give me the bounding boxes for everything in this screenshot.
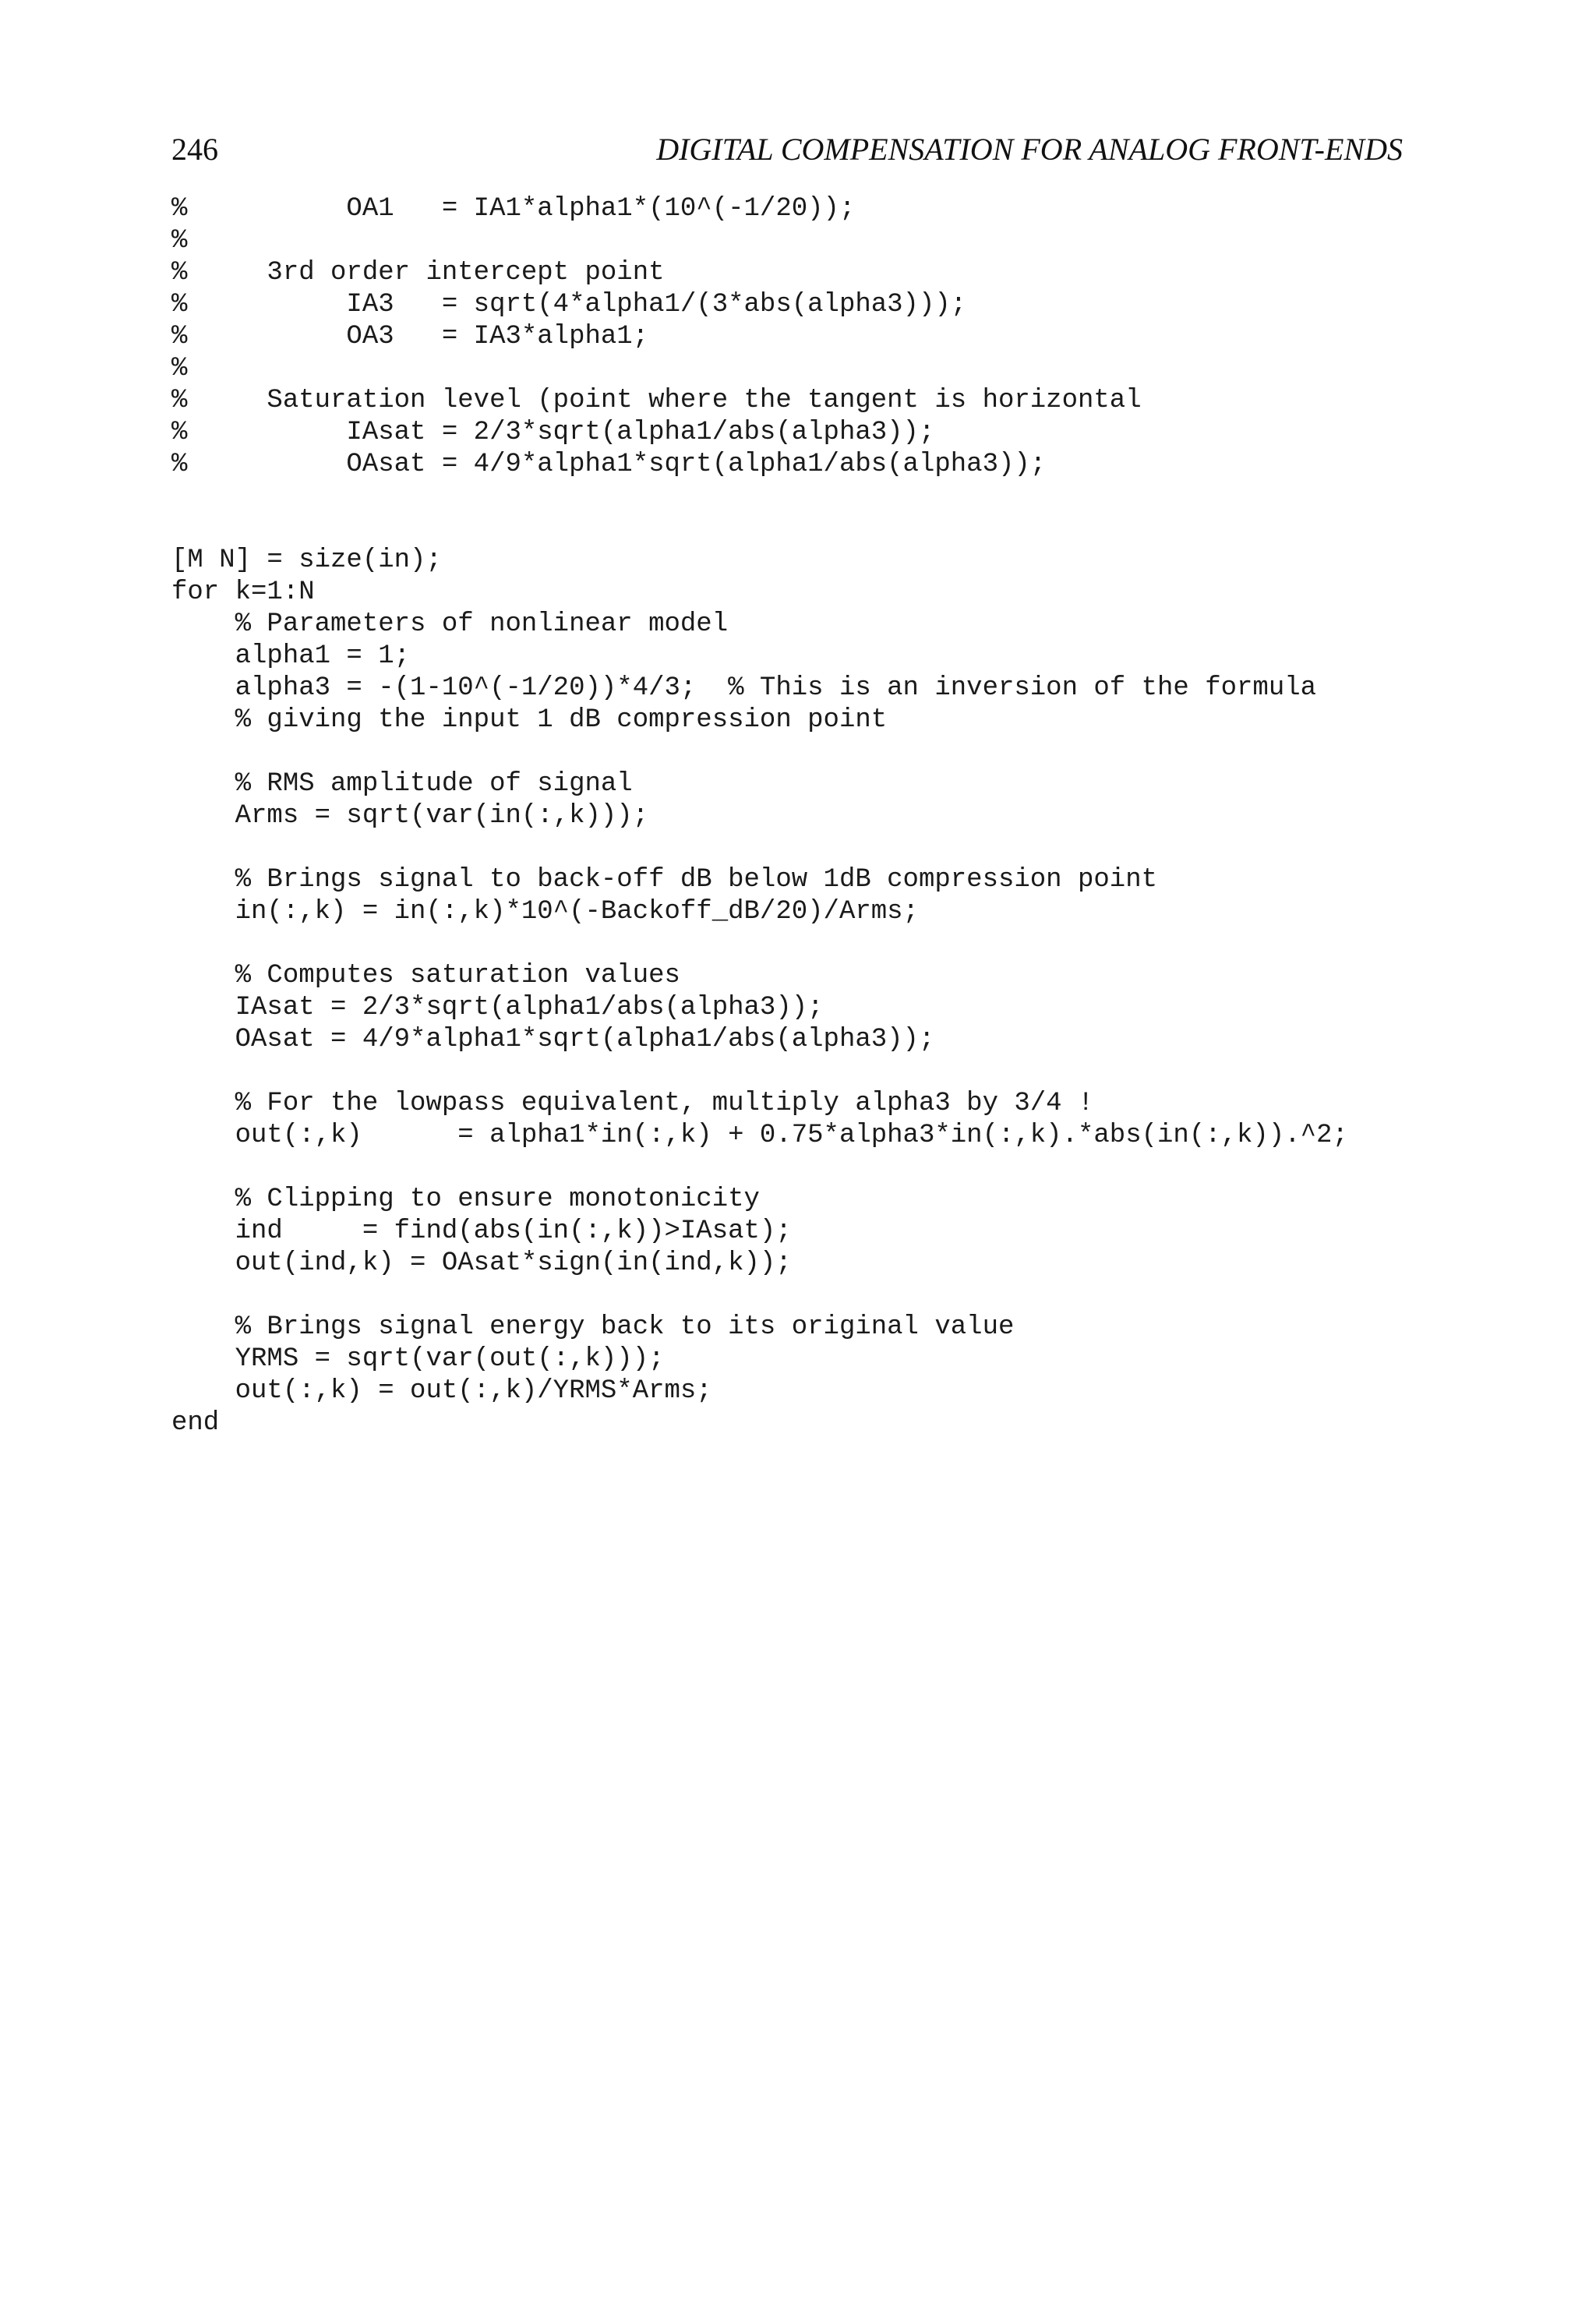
code-line-blank [171,1056,1418,1088]
code-line: for k=1:N [171,577,315,607]
code-line: alpha3 = -(1-10^(-1/20))*4/3; % This is an inversion of the formula [171,673,1317,703]
code-line: end [171,1408,220,1438]
code-line: % [171,354,188,383]
code-line: % Brings signal energy back to its original value [171,1312,1015,1342]
code-line-blank [171,481,1418,513]
code-line: % RMS amplitude of signal [171,769,633,799]
code-line: % Clipping to ensure monotonicity [171,1185,760,1214]
code-line: OAsat = 4/9*alpha1*sqrt(alpha1/abs(alpha3)); [171,1025,935,1054]
code-line: % OAsat = 4/9*alpha1*sqrt(alpha1/abs(alpha3)); [171,450,1047,479]
code-line: % IAsat = 2/3*sqrt(alpha1/abs(alpha3)); [171,418,935,447]
code-line: YRMS = sqrt(var(out(:,k))); [171,1344,665,1374]
code-line-blank [171,832,1418,864]
code-line: out(:,k) = out(:,k)/YRMS*Arms; [171,1376,712,1406]
code-line: in(:,k) = in(:,k)*10^(-Backoff_dB/20)/Arms; [171,897,919,927]
code-line: IAsat = 2/3*sqrt(alpha1/abs(alpha3)); [171,993,824,1022]
code-line: % giving the input 1 dB compression point [171,705,888,735]
code-line: % Parameters of nonlinear model [171,609,729,639]
code-line: % OA1 = IA1*alpha1*(10^(-1/20)); [171,194,856,224]
code-line: % Saturation level (point where the tangent is horizontal [171,386,1142,415]
running-head [171,126,1403,173]
code-line-blank [171,513,1418,545]
code-line: % Brings signal to back-off dB below 1dB compression point [171,865,1158,895]
code-line: alpha1 = 1; [171,641,411,671]
running-title: DIGITAL COMPENSATION FOR ANALOG FRONT-ENDS [656,132,1403,167]
code-line-blank [171,736,1418,768]
code-line: [M N] = size(in); [171,546,442,575]
code-line-blank [171,1152,1418,1184]
page-number: 246 [171,132,218,167]
code-line: out(:,k) = alpha1*in(:,k) + 0.75*alpha3*in(:,k).*abs(in(:,k)).^2; [171,1121,1348,1150]
code-line: % For the lowpass equivalent, multiply alpha3 by 3/4 ! [171,1089,1094,1118]
code-line: % OA3 = IA3*alpha1; [171,322,649,351]
code-line: % 3rd order intercept point [171,258,665,288]
code-line: Arms = sqrt(var(in(:,k))); [171,801,649,831]
code-line: % Computes saturation values [171,961,680,991]
code-line-blank [171,1280,1418,1312]
code-listing [171,193,1418,1439]
code-line: % IA3 = sqrt(4*alpha1/(3*abs(alpha3))); [171,290,967,320]
code-line-blank [171,928,1418,960]
code-line: out(ind,k) = OAsat*sign(in(ind,k)); [171,1248,792,1278]
code-line: % [171,226,188,256]
code-line: ind = find(abs(in(:,k))>IAsat); [171,1216,792,1246]
